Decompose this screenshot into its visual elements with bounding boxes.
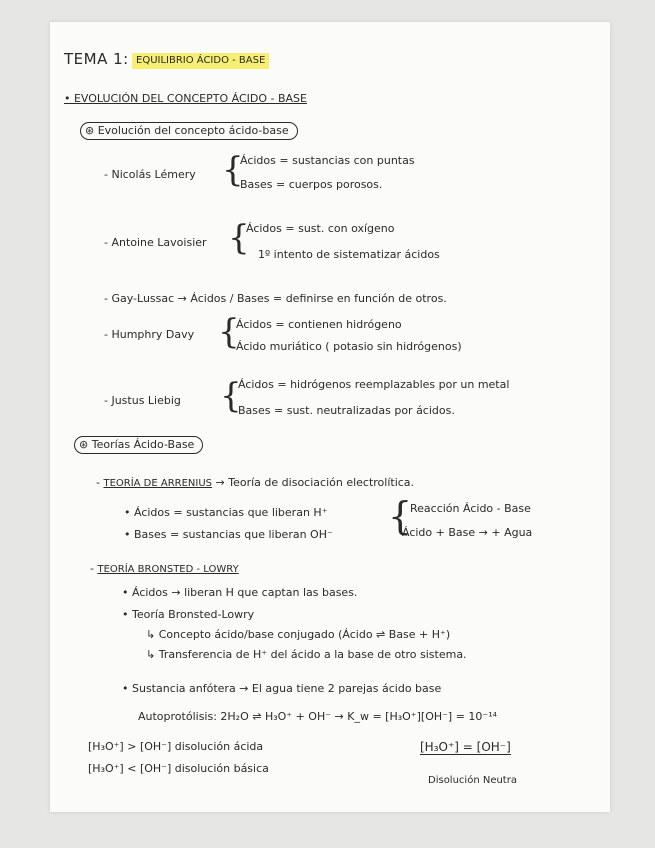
- notebook-page: [50, 22, 610, 812]
- anfotera-line: • Sustancia anfótera → El agua tiene 2 parejas ácido base: [122, 682, 442, 695]
- subsection-evolucion: [80, 122, 298, 140]
- asterisk-icon: ⊛: [79, 438, 89, 451]
- liebig-bases: Bases = sust. neutralizadas por ácidos.: [238, 404, 455, 417]
- arrhenius-bases: • Bases = sustancias que liberan OH⁻: [124, 528, 333, 541]
- title-highlight: EQUILIBRIO ÁCIDO - BASE: [132, 53, 269, 69]
- davy-acidos: Ácidos = contienen hidrógeno: [236, 318, 402, 331]
- lavoisier-name: - Antoine Lavoisier: [104, 236, 207, 249]
- lemery-acidos: Ácidos = sustancias con puntas: [240, 154, 415, 167]
- section-heading-evolucion: • EVOLUCIÓN DEL CONCEPTO ÁCIDO - BASE: [64, 92, 307, 105]
- disolucion-basica: [H₃O⁺] < [OH⁻] disolución básica: [88, 762, 269, 775]
- arrhenius-heading: - TEORÍA DE ARRENIUS → Teoría de disociación electrolítica.: [96, 476, 415, 489]
- arrhenius-reaccion: Reacción Ácido - Base: [410, 502, 531, 515]
- subsection-teorias-label: Teorías Ácido-Base: [91, 438, 195, 451]
- bronsted-teoria: • Teoría Bronsted-Lowry: [122, 608, 255, 621]
- lemery-bases: Bases = cuerpos porosos.: [240, 178, 383, 191]
- liebig-acidos: Ácidos = hidrógenos reemplazables por un metal: [238, 378, 510, 391]
- arrhenius-acidos: • Ácidos = sustancias que liberan H⁺: [124, 506, 328, 519]
- brace-icon: {: [228, 218, 250, 258]
- bronsted-transferencia: ↳ Transferencia de H⁺ del ácido a la base de otro sistema.: [146, 648, 467, 661]
- davy-muriatico: Ácido muriático ( potasio sin hidrógenos): [236, 340, 462, 353]
- lavoisier-acidos: Ácidos = sust. con oxígeno: [246, 222, 395, 235]
- bronsted-concepto: ↳ Concepto ácido/base conjugado (Ácido ⇌ Base + H⁺): [146, 628, 451, 641]
- asterisk-icon: ⊛: [85, 124, 95, 137]
- arrhenius-desc: → Teoría de disociación electrolítica.: [215, 476, 415, 489]
- bronsted-heading: - TEORÍA BRONSTED - LOWRY: [90, 562, 239, 575]
- gay-lussac-line: - Gay-Lussac → Ácidos / Bases = definirse en función de otros.: [104, 292, 447, 305]
- arrhenius-ecuacion: Ácido + Base → + Agua: [402, 526, 533, 539]
- autoprotolisis-line: Autoprotólisis: 2H₂O ⇌ H₃O⁺ + OH⁻ → K_w = [H₃O⁺][OH⁻] = 10⁻¹⁴: [138, 710, 498, 723]
- brace-icon: {: [218, 312, 240, 352]
- brace-icon: {: [388, 494, 413, 538]
- liebig-name: - Justus Liebig: [104, 394, 181, 407]
- brace-icon: {: [222, 150, 244, 190]
- lemery-name: - Nicolás Lémery: [104, 168, 196, 181]
- arrhenius-title: TEORÍA DE ARRENIUS: [103, 478, 213, 489]
- neutra-equation: [H₃O⁺] = [OH⁻]: [420, 740, 511, 754]
- subsection-evolucion-label: Evolución del concepto ácido-base: [97, 124, 289, 137]
- lavoisier-intento: 1º intento de sistematizar ácidos: [258, 248, 440, 261]
- neutra-label: Disolución Neutra: [428, 775, 517, 786]
- disolucion-acida: [H₃O⁺] > [OH⁻] disolución ácida: [88, 740, 264, 753]
- subsection-teorias: [74, 436, 203, 454]
- bronsted-title: TEORÍA BRONSTED - LOWRY: [97, 564, 239, 575]
- brace-icon: {: [220, 376, 242, 416]
- bronsted-acidos: • Ácidos → liberan H que captan las bases.: [122, 586, 358, 599]
- davy-name: - Humphry Davy: [104, 328, 195, 341]
- page-title: TEMA 1:: [64, 50, 129, 68]
